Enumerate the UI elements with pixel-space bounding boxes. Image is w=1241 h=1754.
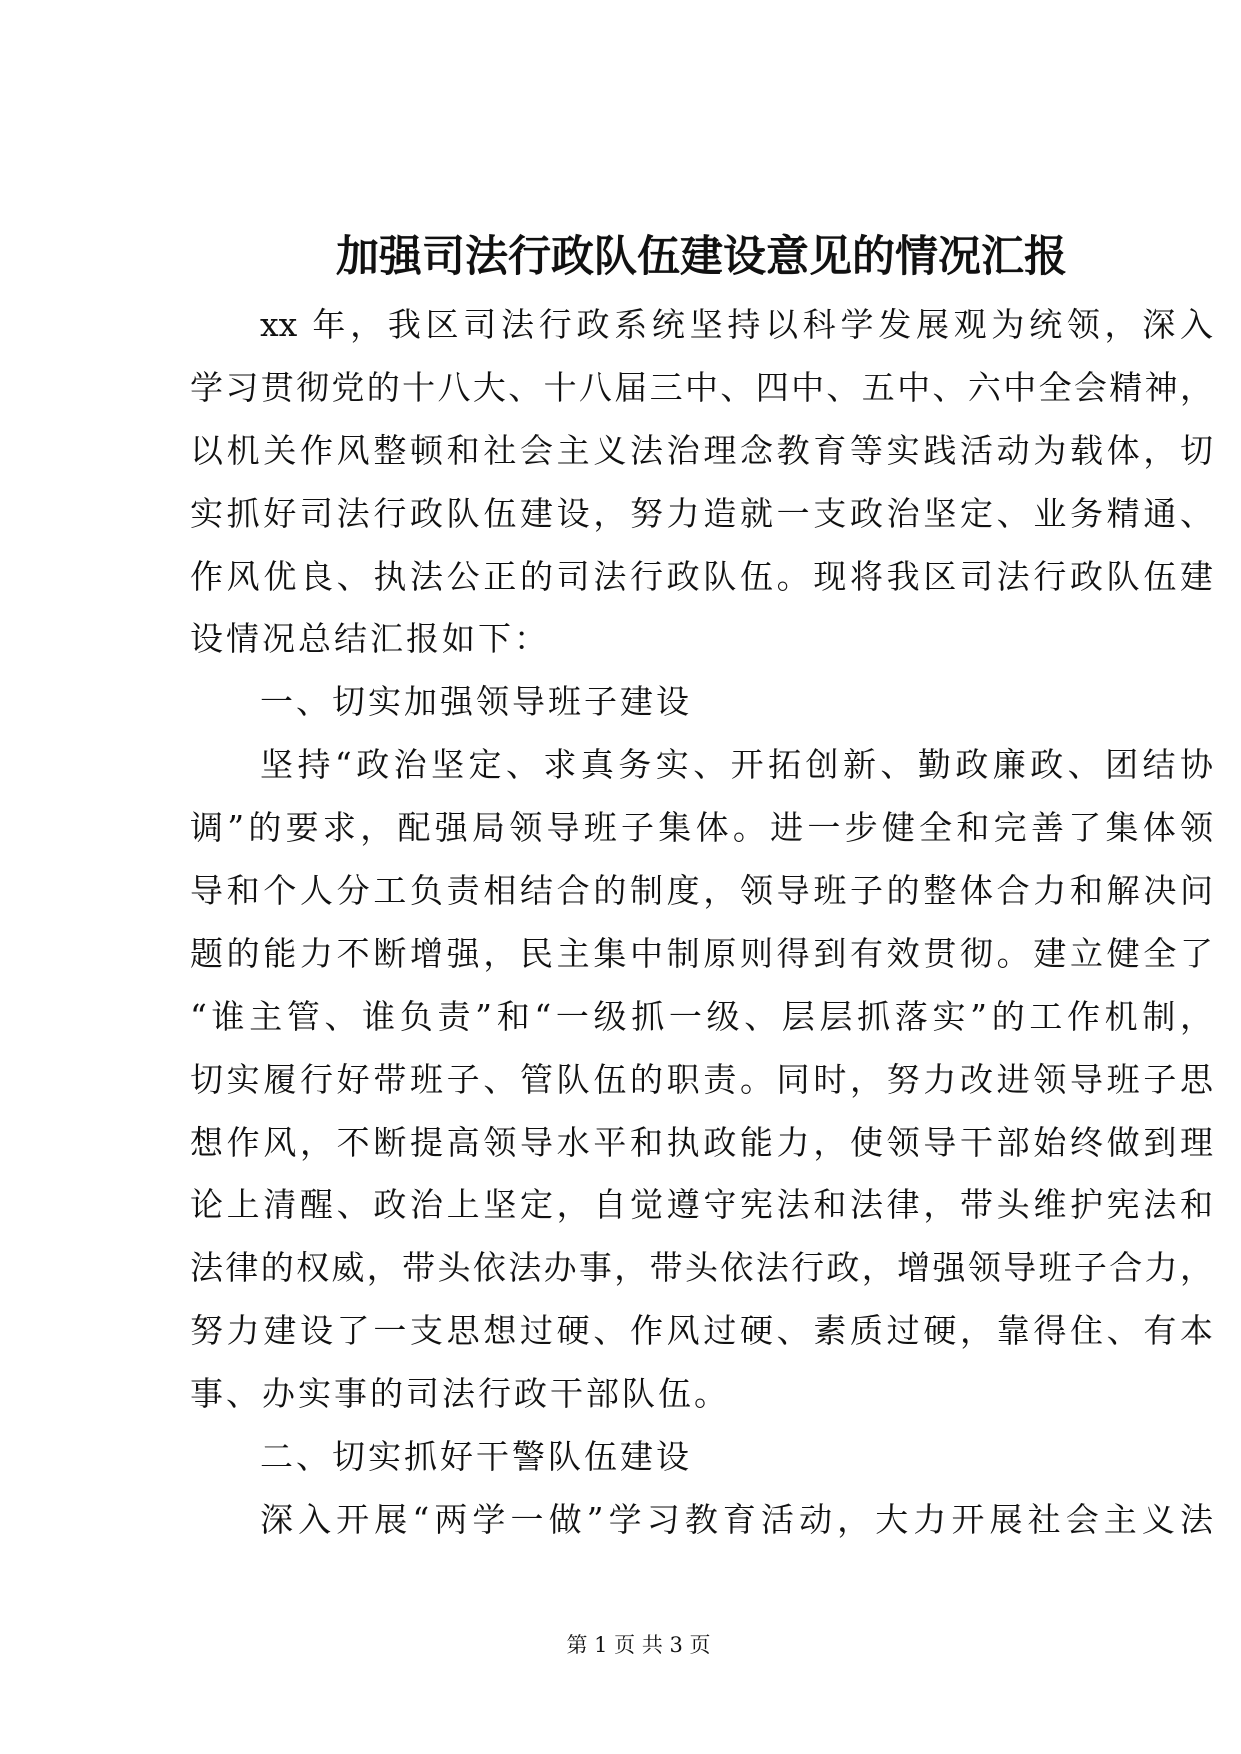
text-line: 二、切实抓好干警队伍建设 bbox=[260, 1437, 692, 1477]
text-line: 努力建设了一支思想过硬、作风过硬、素质过硬，靠得住、有本 bbox=[190, 1311, 1213, 1351]
text-line: 一、切实加强领导班子建设 bbox=[260, 682, 692, 722]
document-title: 加强司法行政队伍建设意见的情况汇报 bbox=[336, 232, 1067, 282]
text-line: 调”的要求，配强局领导班子集体。进一步健全和完善了集体领 bbox=[190, 808, 1213, 848]
text-line: 作风优良、执法公正的司法行政队伍。现将我区司法行政队伍建 bbox=[190, 556, 1213, 596]
text-line: 论上清醒、政治上坚定，自觉遵守宪法和法律，带头维护宪法和 bbox=[190, 1185, 1213, 1225]
text-line: 以机关作风整顿和社会主义法治理念教育等实践活动为载体，切 bbox=[190, 430, 1213, 470]
text-line: 实抓好司法行政队伍建设，努力造就一支政治坚定、业务精通、 bbox=[190, 493, 1213, 533]
text-line: “谁主管、谁负责”和“一级抓一级、层层抓落实”的工作机制， bbox=[190, 996, 1213, 1036]
text-line: 切实履行好带班子、管队伍的职责。同时，努力改进领导班子思 bbox=[190, 1059, 1213, 1099]
text-line: 法律的权威，带头依法办事，带头依法行政，增强领导班子合力， bbox=[190, 1248, 1213, 1288]
text-line: 坚持“政治坚定、求真务实、开拓创新、勤政廉政、团结协 bbox=[260, 745, 1213, 785]
text-line: 事、办实事的司法行政干部队伍。 bbox=[190, 1374, 730, 1414]
text-line: 导和个人分工负责相结合的制度，领导班子的整体合力和解决问 bbox=[190, 871, 1213, 911]
document-body bbox=[190, 294, 1213, 1552]
page-footer: 第 1 页 共 3 页 bbox=[566, 1633, 711, 1657]
text-line: xx 年，我区司法行政系统坚持以科学发展观为统领，深入 bbox=[260, 305, 1213, 344]
text-line: 设情况总结汇报如下： bbox=[190, 619, 550, 659]
text-line: 深入开展“两学一做”学习教育活动，大力开展社会主义法 bbox=[260, 1499, 1213, 1539]
text-line: 题的能力不断增强，民主集中制原则得到有效贯彻。建立健全了 bbox=[190, 933, 1213, 973]
text-line: 想作风，不断提高领导水平和执政能力，使领导干部始终做到理 bbox=[190, 1122, 1213, 1162]
text-line: 学习贯彻党的十八大、十八届三中、四中、五中、六中全会精神， bbox=[190, 367, 1213, 407]
